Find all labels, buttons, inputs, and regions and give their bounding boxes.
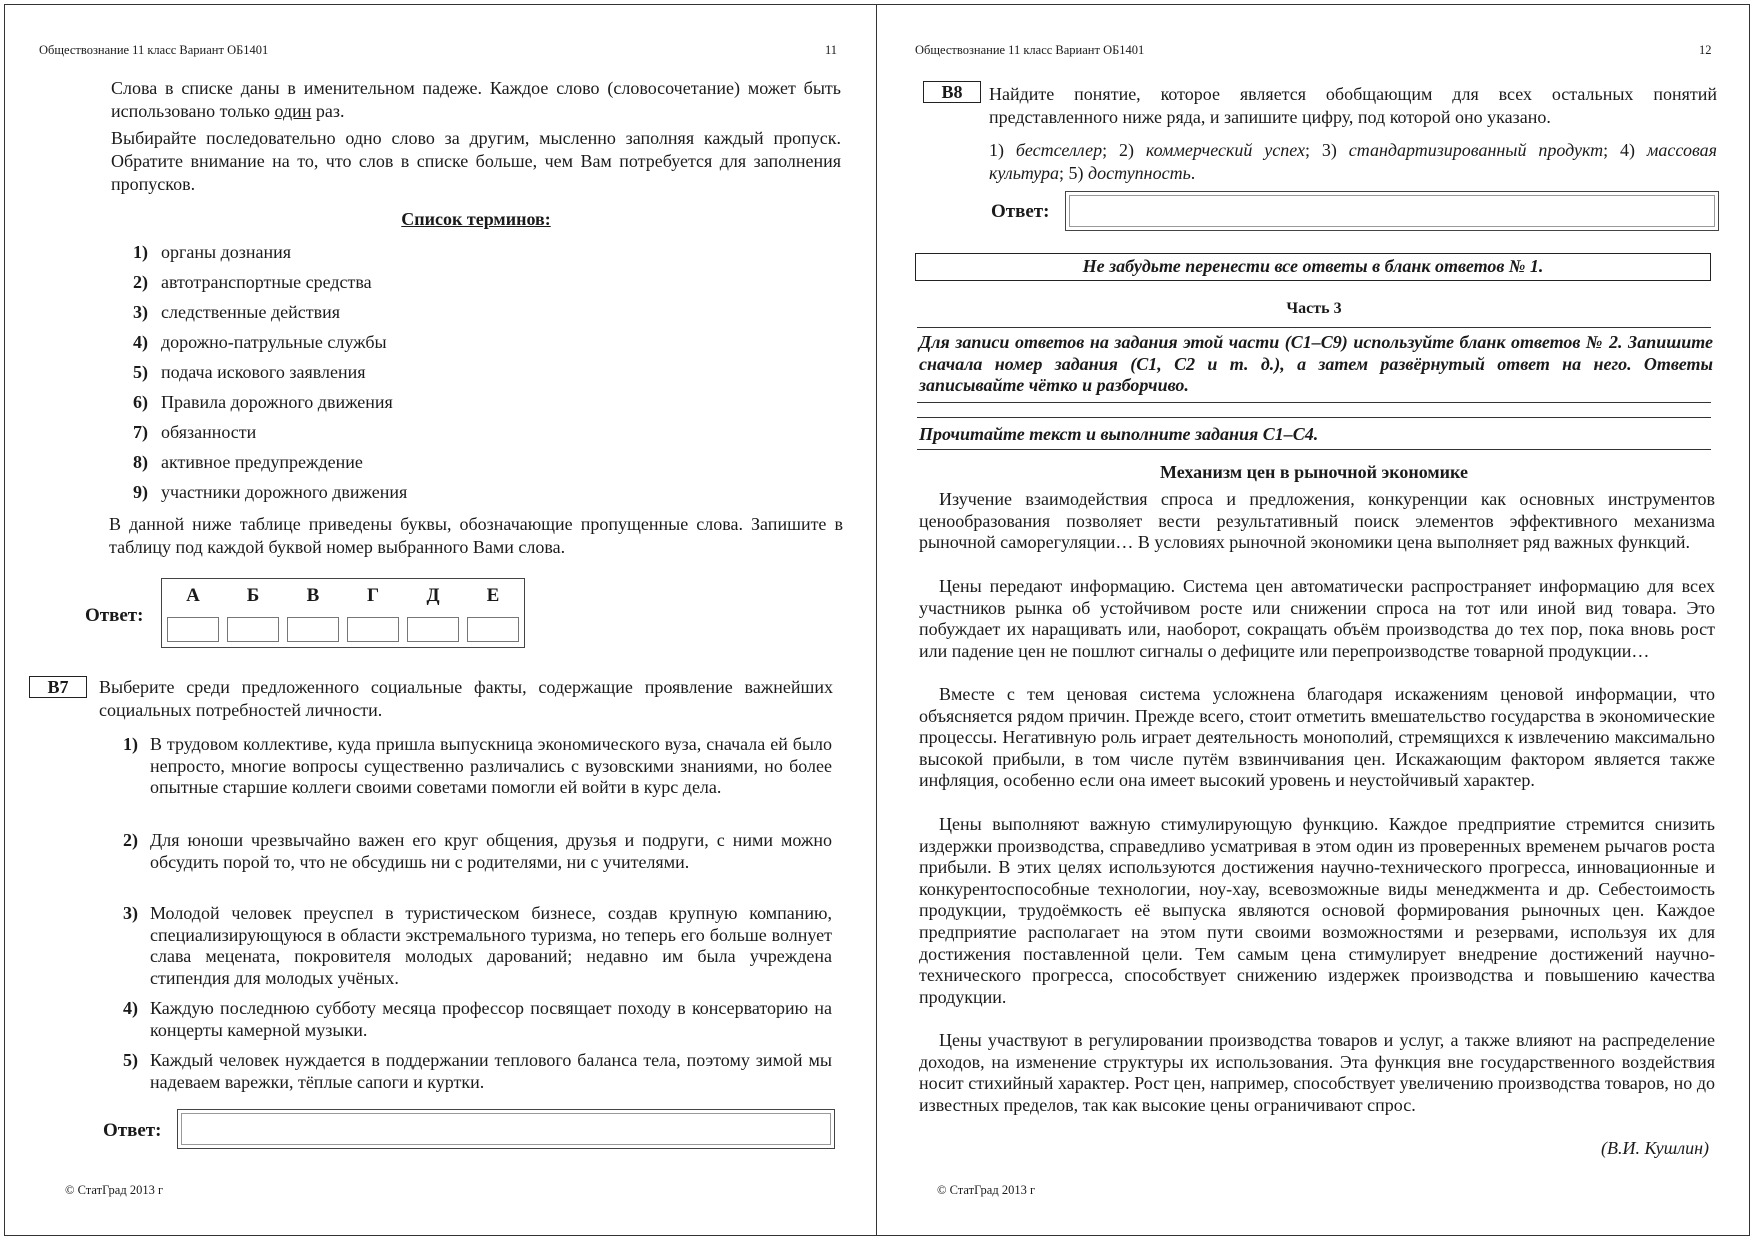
answer-cell[interactable] — [347, 617, 399, 642]
answer-cell[interactable] — [227, 617, 279, 642]
answer-cell[interactable] — [407, 617, 459, 642]
answer-letter-table: А Б В Г Д Е — [161, 578, 525, 648]
page-12 — [876, 4, 1750, 1236]
text-paragraph: Цены передают информацию. Система цен автоматически распространяет информацию для всех участников рынка об устойчивом росте или снижении спроса на тот или иной вид товара. Это побуждает их наращивать или, наоборот, сокращать объём производства до тех пор, пока вновь рост или падение цен не пошлют сигналы о дефиците или перепроизводстве товарной продукции… — [919, 576, 1715, 661]
divider — [917, 327, 1711, 328]
underlined-word: один — [274, 101, 312, 121]
terms-title: Список терминов: — [401, 209, 551, 229]
table-note: В данной ниже таблице приведены буквы, обозначающие пропущенные слова. Запишите в таблицу под каждой буквой номер выбранного Вами слова. — [109, 514, 843, 557]
option-number: 5) — [123, 1050, 138, 1070]
term-item: 4) дорожно-патрульные службы — [133, 332, 387, 352]
answer-cell[interactable] — [467, 617, 519, 642]
option-text: Для юноши чрезвычайно важен его круг общения, друзья и подруги, с ними можно обсудить порой то, что не обсудишь ни с родителями, ни с учителями. — [150, 830, 832, 872]
divider — [917, 417, 1711, 418]
answer-label: Ответ: — [85, 605, 144, 626]
read-instruction: Прочитайте текст и выполните задания С1–С4. — [919, 424, 1319, 444]
term-item: 5) подача искового заявления — [133, 362, 366, 382]
task-b8-options: 1) бестселлер; 2) коммерческий успех; 3) стандартизированный продукт; 4) массовая культура; 5) доступность. — [989, 140, 1717, 183]
option-number: 3) — [123, 903, 138, 923]
b7-answer-field[interactable] — [177, 1109, 835, 1149]
text-paragraph: Изучение взаимодействия спроса и предложения, конкуренции как основных инструментов ценообразования позволяет вести результативный поиск элементов эффективного механизма рыночной саморегуляции… В условиях рыночной экономики цена выполняет ряд важных функций. — [919, 489, 1715, 553]
page-11 — [4, 4, 878, 1236]
option-text: В трудовом коллективе, куда пришла выпускница экономического вуза, сначала ей было непросто, многие вопросы существенно различались с вузовскими знаниями, но более опытные старшие коллеги своими советами помогли ей войти в курс дела. — [150, 734, 832, 797]
author-attribution: (В.И. Кушлин) — [1600, 1138, 1709, 1158]
term-item: 2) автотранспортные средства — [133, 272, 372, 292]
page-header: Обществознание 11 класс Вариант ОБ1401 — [39, 43, 269, 57]
text-paragraph: Цены участвуют в регулировании производства товаров и услуг, а также влияют на распределение доходов, на изменение структуры их использования. Эта функция вне государственного воздействия носит стихийный характер. Рост цен, например, способствует увеличению производства товаров, но до известных пределов, так как высокие цены ограничивают спрос. — [919, 1030, 1715, 1115]
page-footer: © СтатГрад 2013 г — [937, 1183, 1036, 1197]
page-footer: © СтатГрад 2013 г — [65, 1183, 164, 1197]
divider — [917, 402, 1711, 403]
answer-cell[interactable] — [287, 617, 339, 642]
option-text: Каждый человек нуждается в поддержании теплового баланса тела, поэтому зимой мы надеваем варежки, тёплые сапоги и куртки. — [150, 1050, 832, 1092]
page-number: 11 — [825, 43, 838, 57]
term-item: 3) следственные действия — [133, 302, 341, 322]
transfer-notice: Не забудьте перенести все ответы в бланк ответов № 1. — [915, 253, 1711, 281]
part-instruction: Для записи ответов на задания этой части (С1–С9) используйте бланк ответов № 2. Запишите сначала номер задания (С1, С2 и т. д.), а затем развёрнутый ответ на него. Ответы записывайте чётко и разборчиво. — [919, 332, 1713, 395]
divider — [917, 449, 1711, 450]
intro-paragraph-1: Слова в списке даны в именительном падеже. Каждое слово (словосочетание) может быть использовано только один раз. — [111, 78, 841, 121]
option-number: 2) — [123, 830, 138, 850]
intro-paragraph-2: Выбирайте последовательно одно слово за другим, мысленно заполняя каждый пропуск. Обратите внимание на то, что слов в списке больше, чем Вам потребуется для заполнения пропусков. — [111, 128, 841, 194]
option-text: Каждую последнюю субботу месяца профессор посвящает походу в консерваторию на концерты камерной музыки. — [150, 998, 832, 1040]
term-item: 8) активное предупреждение — [133, 452, 363, 472]
b8-answer-field[interactable] — [1065, 191, 1719, 231]
part-title: Часть 3 — [1286, 300, 1342, 317]
page-header: Обществознание 11 класс Вариант ОБ1401 — [915, 43, 1145, 57]
answer-label: Ответ: — [103, 1120, 162, 1141]
text-paragraph: Цены выполняют важную стимулирующую функцию. Каждое предприятие стремится снизить издержки производства, справедливо усматривая в этом один из проверенных временем рычагов роста прибыли. В этих целях используются достижения научно-технического прогресса, инновационные и конкурентоспособные технологии, ноу-хау, всевозможные виды менеджмента и др. Себестоимость продукции, трудоёмкость её выпуска являются основой формирования рыночных цен. Каждое предприятие располагает на этом пути своими возможностями и резервами, используя их для достижения поставленной цели. Тем самым цена стимулирует внедрение достижений научно-технического прогресса, способствует снижению издержек производства и повышению качества продукции. — [919, 814, 1715, 1007]
term-item: 9) участники дорожного движения — [133, 482, 408, 502]
term-item: 6) Правила дорожного движения — [133, 392, 393, 412]
term-item: 1) органы дознания — [133, 242, 292, 262]
term-item: 7) обязанности — [133, 422, 257, 442]
text-title: Механизм цен в рыночной экономике — [1160, 462, 1468, 482]
option-number: 1) — [123, 734, 138, 754]
page-number: 12 — [1699, 43, 1712, 57]
task-b8-tag: B8 — [923, 81, 981, 103]
answer-cell[interactable] — [167, 617, 219, 642]
option-text: Молодой человек преуспел в туристическом бизнесе, создав крупную компанию, специализирующуюся в области экстремального туризма, но теперь его больше волнует слава мецената, покровителя молодых дарований; недавно им была учреждена стипендия для молодых учёных. — [150, 903, 832, 988]
text-paragraph: Вместе с тем ценовая система усложнена благодаря искажениям ценовой информации, что объясняется рядом причин. Прежде всего, стоит отметить вмешательство государства в экономические процессы. Негативную роль играет деятельность монополий, стремящихся к извлечению максимально высокой прибыли, в том числе путём взвинчивания цен. Искажающим фактором является также инфляция, особенно если она имеет высокий уровень и неустойчивый характер. — [919, 684, 1715, 791]
task-b7-tag: B7 — [29, 676, 87, 698]
option-number: 4) — [123, 998, 138, 1018]
answer-label: Ответ: — [991, 201, 1050, 222]
task-b8-question: Найдите понятие, которое является обобщающим для всех остальных понятий представленного ниже ряда, и запишите цифру, под которой оно указано. — [989, 84, 1717, 127]
task-b7-question: Выберите среди предложенного социальные факты, содержащие проявление важнейших социальных потребностей личности. — [99, 677, 833, 720]
